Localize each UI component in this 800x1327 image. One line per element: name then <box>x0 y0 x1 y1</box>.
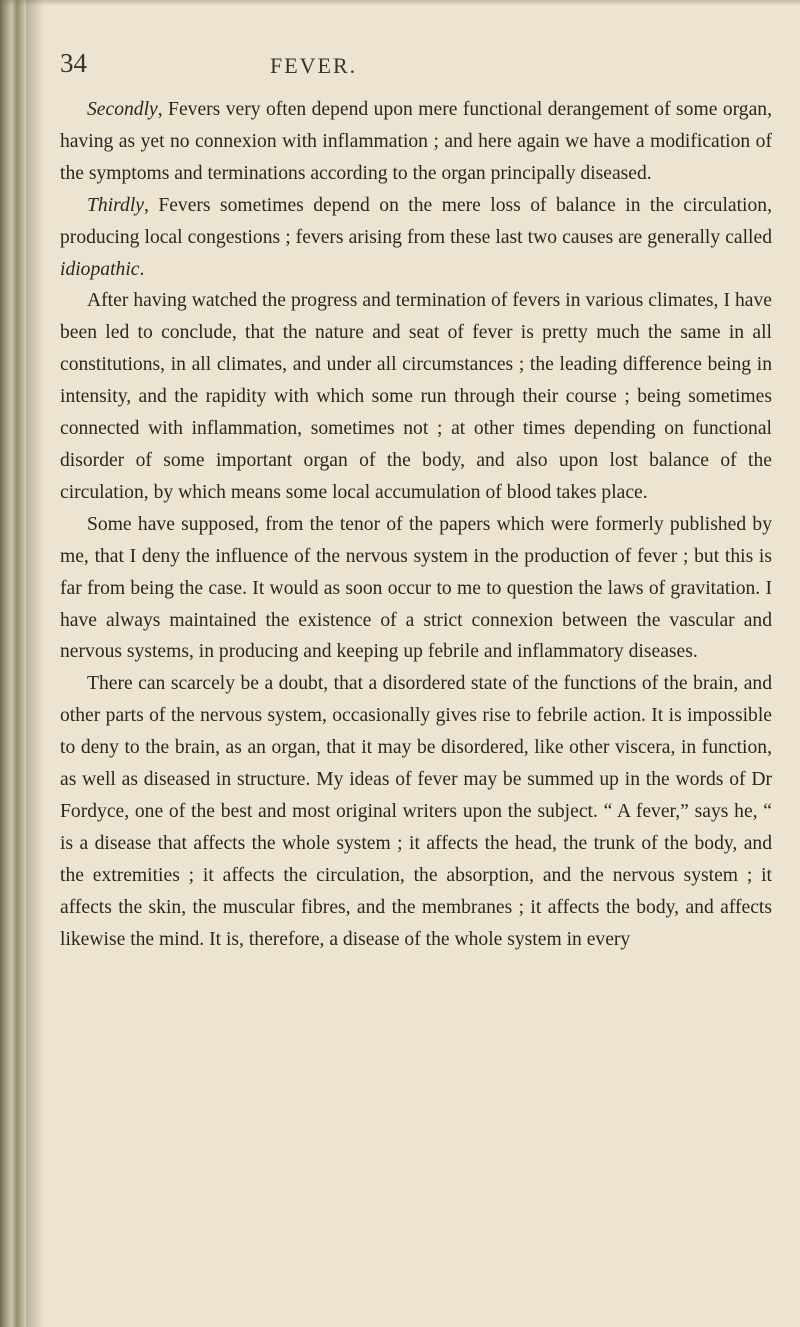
italic-term: idiopathic <box>60 258 140 280</box>
book-binding-edge <box>0 0 26 1327</box>
paragraph-tail: . <box>139 258 145 280</box>
paragraph-lead: Secondly <box>87 99 158 120</box>
paragraph-thirdly <box>60 190 772 286</box>
paragraph-text: There can scarcely be a doubt, that a disordered state of the functions of the brain, and other parts of the nervous system, occasionally gives rise to febrile action. It is impossible to deny to the brain, as an organ, that it may be disordered, like other viscera, in function, as well as diseased in structure. My ideas of fever may be summed up in the words of Dr Fordyce, one of the best and most original writers upon the subject. “ A fever,” says he, “ is a disease that affects the whole system ; it affects the head, the trunk of the body, and the extremities ; it affects the circulation, the absorption, and the nervous system ; it affects the skin, the muscular fibres, and the membranes ; it affects the body, and affects likewise the mind. It is, therefore, a disease of the whole system in every <box>60 673 772 950</box>
paragraph-text: , Fevers very often depend upon mere functional derangement of some organ, having as yet no connexion with inflammation ; and here again we have a modification of the symptoms and terminations according to the organ principally diseased. <box>60 99 772 184</box>
running-title: FEVER. <box>270 53 358 78</box>
paragraph-nervous-system <box>60 509 772 669</box>
paragraph-climates <box>60 285 772 508</box>
book-page <box>46 0 786 1327</box>
page-number: 34 <box>60 48 87 78</box>
paragraph-text: , Fevers sometimes depend on the mere loss of balance in the circulation, producing local congestions ; fevers arising from these last two causes are generally called <box>60 194 772 248</box>
body-text <box>60 94 772 955</box>
paragraph-text: Some have supposed, from the tenor of the papers which were formerly published by me, that I deny the influence of the nervous system in the production of fever ; but this is far from being the case. It would as soon occur to me to question the laws of gravitation. I have always maintained the existence of a strict connexion between the vascular and nervous systems, in producing and keeping up febrile and inflammatory diseases. <box>60 513 772 663</box>
running-head <box>60 48 760 88</box>
paragraph-fordyce <box>60 668 772 955</box>
paragraph-lead: Thirdly <box>87 194 144 216</box>
gutter-shadow <box>26 0 44 1327</box>
paragraph-text: After having watched the progress and termination of fevers in various climates, I have been led to conclude, that the nature and seat of fever is pretty much the same in all constitutions, in all climates, and under all circumstances ; the leading difference being in intensity, and the rapidity with which some run through their course ; being sometimes connected with inflammation, sometimes not ; at other times depending on functional disorder of some important organ of the body, and also upon lost balance of the circulation, by which means some local accumulation of blood takes place. <box>60 290 772 503</box>
paragraph-secondly <box>60 94 772 190</box>
